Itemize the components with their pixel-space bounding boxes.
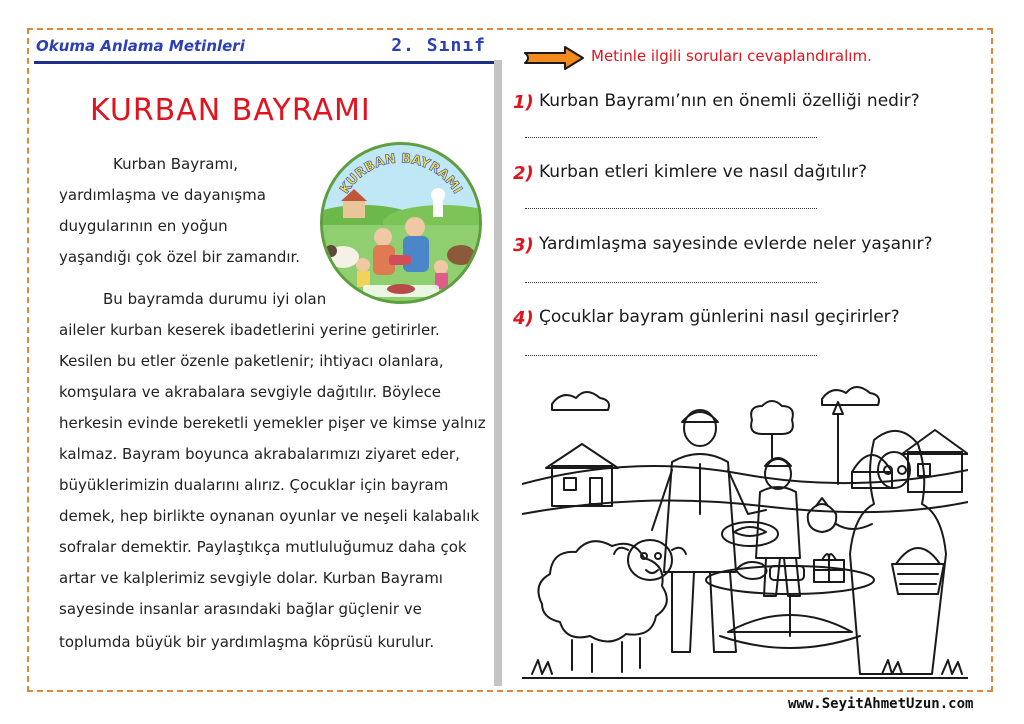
story-line-13: sofralar demektir. Paylaştıkça mutluluğumuz daha çok xyxy=(59,538,467,556)
answer-line-1[interactable] xyxy=(525,137,817,138)
story-line-12: demek, hep birlikte oynanan oyunlar ve neşeli kalabalık xyxy=(59,507,480,525)
question-2-number: 2) xyxy=(513,163,534,184)
story-line-15: sayesinde insanlar arasındaki bağlar güçlenir ve xyxy=(59,600,422,618)
story-line-8: komşulara ve akrabalara sevgiyle dağıtılır. Böylece xyxy=(59,383,442,401)
grade-label: 2. Sınıf xyxy=(391,35,486,56)
question-3-number: 3) xyxy=(513,235,534,256)
story-title: KURBAN BAYRAMI xyxy=(90,93,371,128)
column-divider xyxy=(494,60,502,686)
story-line-14: artar ve kalplerimiz sevgiyle dolar. Kurban Bayramı xyxy=(59,569,443,587)
arrow-right-icon xyxy=(523,46,585,70)
story-line-7: Kesilen bu etler özenle paketlenir; ihtiyacı olanlara, xyxy=(59,352,444,370)
story-line-11: büyüklerimizin dualarını alırız. Çocuklar için bayram xyxy=(59,476,449,494)
answer-line-3[interactable] xyxy=(525,282,817,283)
header-bar xyxy=(34,35,494,64)
answer-line-2[interactable] xyxy=(525,208,817,209)
story-line-5: Bu bayramda durumu iyi olan xyxy=(103,290,327,308)
website-link[interactable]: www.SeyitAhmetUzun.com xyxy=(788,696,974,712)
story-line-10: kalmaz. Bayram boyunca akrabalarımızı ziyaret eder, xyxy=(59,445,460,463)
story-line-16: toplumda büyük bir yardımlaşma köprüsü kurulur. xyxy=(59,633,435,651)
svg-text:KURBAN BAYRAMI xyxy=(337,151,464,196)
story-line-1: Kurban Bayramı, xyxy=(113,155,239,173)
badge-text: KURBAN BAYRAMI xyxy=(337,151,465,197)
question-3-text: Yardımlaşma sayesinde evlerde neler yaşanır? xyxy=(539,234,933,254)
story-line-9: herkesin evinde bereketli yemekler pişer ve kimse yalnız xyxy=(59,414,486,432)
coloring-page-illustration xyxy=(522,374,968,686)
story-line-4: yaşandığı çok özel bir zamandır. xyxy=(59,248,301,266)
story-line-2: yardımlaşma ve dayanışma xyxy=(59,186,266,204)
kurban-bayrami-badge-illustration xyxy=(320,142,482,304)
story-line-6: aileler kurban keserek ibadetlerini yerine getirirler. xyxy=(59,321,440,339)
question-4-number: 4) xyxy=(513,308,534,329)
question-2-text: Kurban etleri kimlere ve nasıl dağıtılır? xyxy=(539,162,868,182)
question-1-number: 1) xyxy=(513,92,534,113)
header-title: Okuma Anlama Metinleri xyxy=(36,37,245,55)
instruction-text: Metinle ilgili soruları cevaplandıralım. xyxy=(591,47,872,65)
story-line-3: duygularının en yoğun xyxy=(59,217,228,235)
question-1-text: Kurban Bayramı’nın en önemli özelliği nedir? xyxy=(539,91,920,111)
answer-line-4[interactable] xyxy=(525,355,817,356)
question-4-text: Çocuklar bayram günlerini nasıl geçirirler? xyxy=(539,307,900,327)
